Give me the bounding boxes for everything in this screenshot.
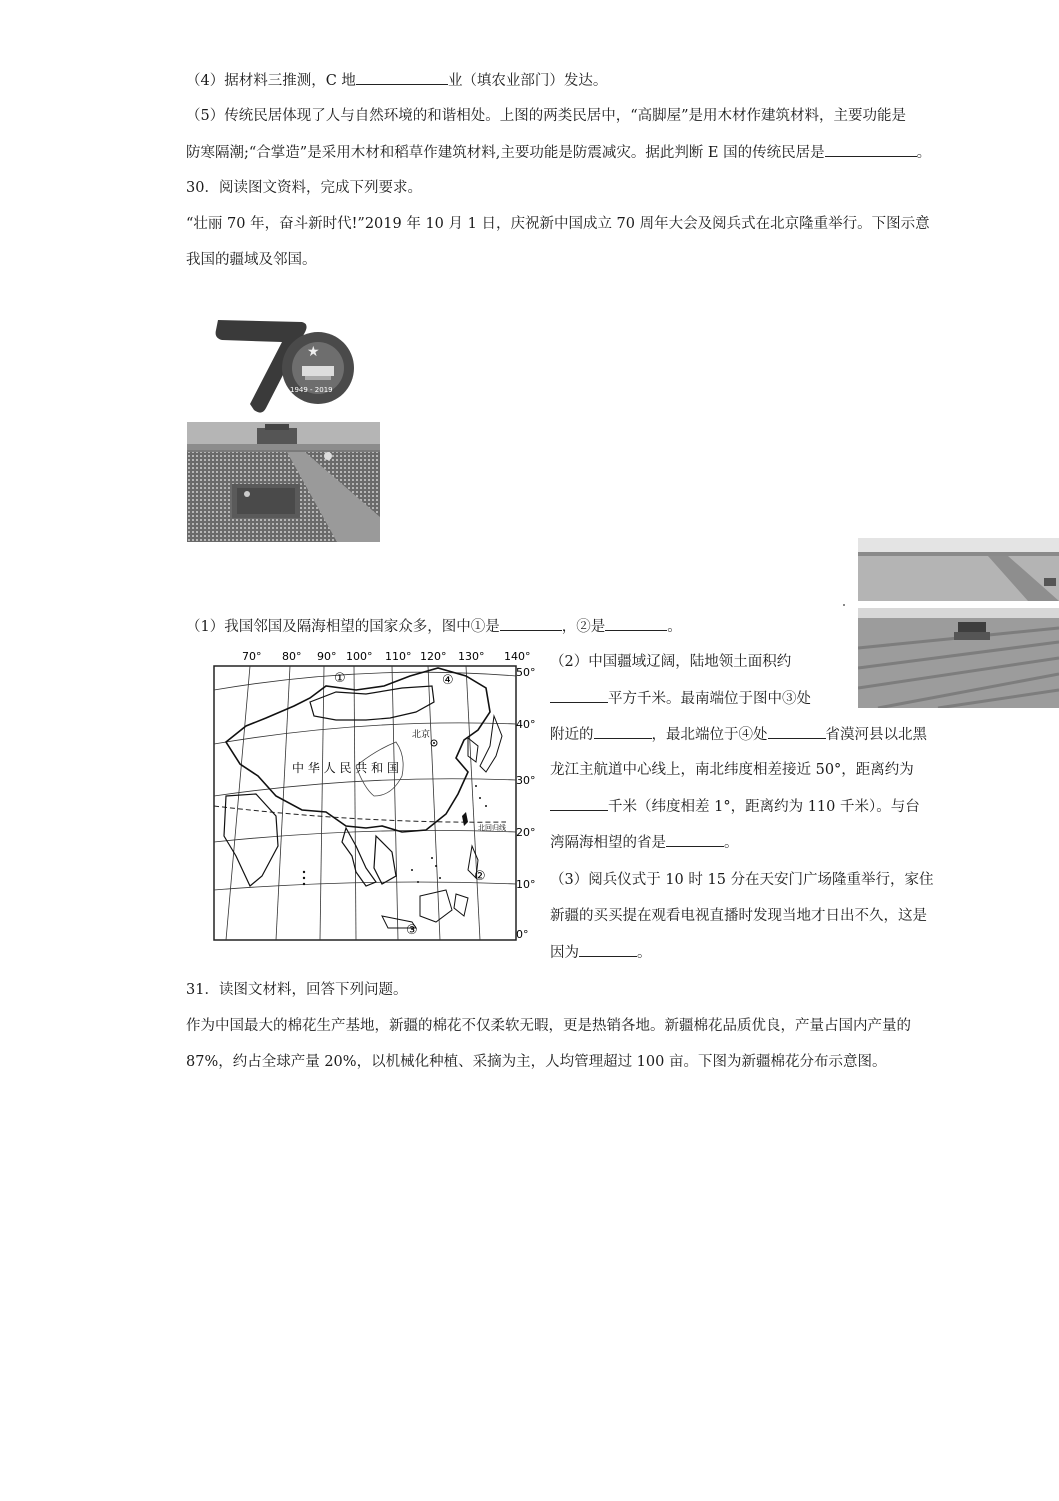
q30-part2-line1: （2）中国疆域辽阔，陆地领土面积约 <box>550 654 792 670</box>
answer-blank[interactable] <box>550 688 608 703</box>
q30-intro-line2: 我国的疆域及邻国。 <box>186 252 317 268</box>
q30-part3-line2: 新疆的买买提在观看电视直播时发现当地才日出不久，这是 <box>550 908 927 924</box>
q30-part2-line6 <box>550 832 739 853</box>
beijing-label: 北京 <box>412 730 431 740</box>
answer-blank[interactable] <box>594 724 652 739</box>
answer-blank[interactable] <box>605 616 667 631</box>
q29-part5-end: 。 <box>916 145 932 161</box>
cotton-field-photo-top <box>858 538 1059 601</box>
q30-part2-text: 千米（纬度相差 1°，距离约为 110 千米）。与台 <box>608 799 920 815</box>
lon-label: 100° <box>346 650 373 663</box>
parade-photo <box>187 422 380 542</box>
q30-part2-line4: 龙江主航道中心线上，南北纬度相差接近 50°，距离约为 <box>550 762 914 778</box>
q30-heading: 30．阅读图文资料，完成下列要求。 <box>186 180 422 196</box>
svg-text:★: ★ <box>307 344 320 360</box>
answer-blank[interactable] <box>825 142 917 157</box>
q29-part4 <box>186 70 607 91</box>
q30-part1-text-b: ，②是 <box>561 619 606 635</box>
q30-part3-text-b: 。 <box>637 945 652 961</box>
answer-blank[interactable] <box>579 942 637 957</box>
lat-label: 0° <box>516 928 529 941</box>
q30-part2-text-c: 省漠河县以北黑 <box>825 727 927 743</box>
marker-3: ③ <box>406 923 418 938</box>
lon-label: 80° <box>282 650 302 663</box>
lat-label: 50° <box>516 666 536 679</box>
q30-part2-line2 <box>550 688 811 709</box>
lon-label: 110° <box>385 650 412 663</box>
answer-blank[interactable] <box>666 832 724 847</box>
lat-label: 10° <box>516 878 536 891</box>
q30-part2-line5 <box>550 796 920 817</box>
q30-part1-text-a: （1）我国邻国及隔海相望的国家众多，图中①是 <box>186 619 500 635</box>
q30-part3-line3 <box>550 942 652 963</box>
q29-part4-text-b: 业（填农业部门）发达。 <box>447 73 608 89</box>
marker-1: ① <box>334 671 346 686</box>
q29-part4-text-a: （4）据材料三推测，C 地 <box>186 73 356 89</box>
cotton-field-photo-bottom <box>858 608 1059 708</box>
lat-label: 20° <box>516 826 536 839</box>
lat-label: 40° <box>516 718 536 731</box>
china-territory-map <box>206 646 546 946</box>
lat-label: 30° <box>516 774 536 787</box>
lon-label: 130° <box>458 650 485 663</box>
anniversary-logo <box>210 312 360 417</box>
lon-label: 90° <box>317 650 337 663</box>
q30-part2-text: 平方千米。最南端位于图中③处 <box>608 691 811 707</box>
marker-2: ② <box>474 869 486 884</box>
q29-part5-line1: （5）传统民居体现了人与自然环境的和谐相处。上图的两类民居中，“高脚屋”是用木材作建筑材料，主要功能是 <box>186 108 907 124</box>
q30-part2-text-b: 。 <box>724 835 739 851</box>
q30-part2-text-a: 附近的 <box>550 727 594 743</box>
lon-label: 120° <box>420 650 447 663</box>
q30-part1 <box>186 616 682 637</box>
q31-line2: 87%，约占全球产量 20%，以机械化种植、采摘为主，人均管理超过 100 亩。下图为新疆棉花分布示意图。 <box>186 1054 887 1070</box>
marker-4: ④ <box>442 673 454 688</box>
answer-blank[interactable] <box>356 70 448 85</box>
q31-line1: 作为中国最大的棉花生产基地，新疆的棉花不仅柔软无暇，更是热销各地。新疆棉花品质优良，产量占国内产量的 <box>186 1018 911 1034</box>
lon-label: 140° <box>504 650 531 663</box>
country-label: 中 华 人 民 共 和 国 <box>292 761 399 775</box>
q30-part2-line3 <box>550 724 927 745</box>
answer-blank[interactable] <box>768 724 826 739</box>
q30-intro-line1: “壮丽 70 年，奋斗新时代!”2019 年 10 月 1 日，庆祝新中国成立 70 周年大会及阅兵式在北京隆重举行。下图示意 <box>186 216 930 232</box>
q30-part3-line1: （3）阅兵仪式于 10 时 15 分在天安门广场隆重举行，家住 <box>550 872 934 888</box>
small-dot <box>843 604 845 606</box>
q30-part2-text-b: ，最北端位于④处 <box>651 727 768 743</box>
q29-part5-text: 防寒隔潮;“合掌造”是采用木材和稻草作建筑材料,主要功能是防震减灾。据此判断 E 国的传统民居是 <box>186 145 825 161</box>
lon-label: 70° <box>242 650 262 663</box>
tropic-label: 北回归线 <box>478 824 506 832</box>
q30-part2-text-a: 湾隔海相望的省是 <box>550 835 666 851</box>
q30-part1-text-c: 。 <box>667 619 682 635</box>
answer-blank[interactable] <box>500 616 562 631</box>
logo-years: 1949 - 2019 <box>290 386 333 394</box>
q31-heading: 31．读图文材料，回答下列问题。 <box>186 982 408 998</box>
answer-blank[interactable] <box>550 796 608 811</box>
q30-part3-text-a: 因为 <box>550 945 579 961</box>
q29-part5-line2 <box>186 142 931 163</box>
